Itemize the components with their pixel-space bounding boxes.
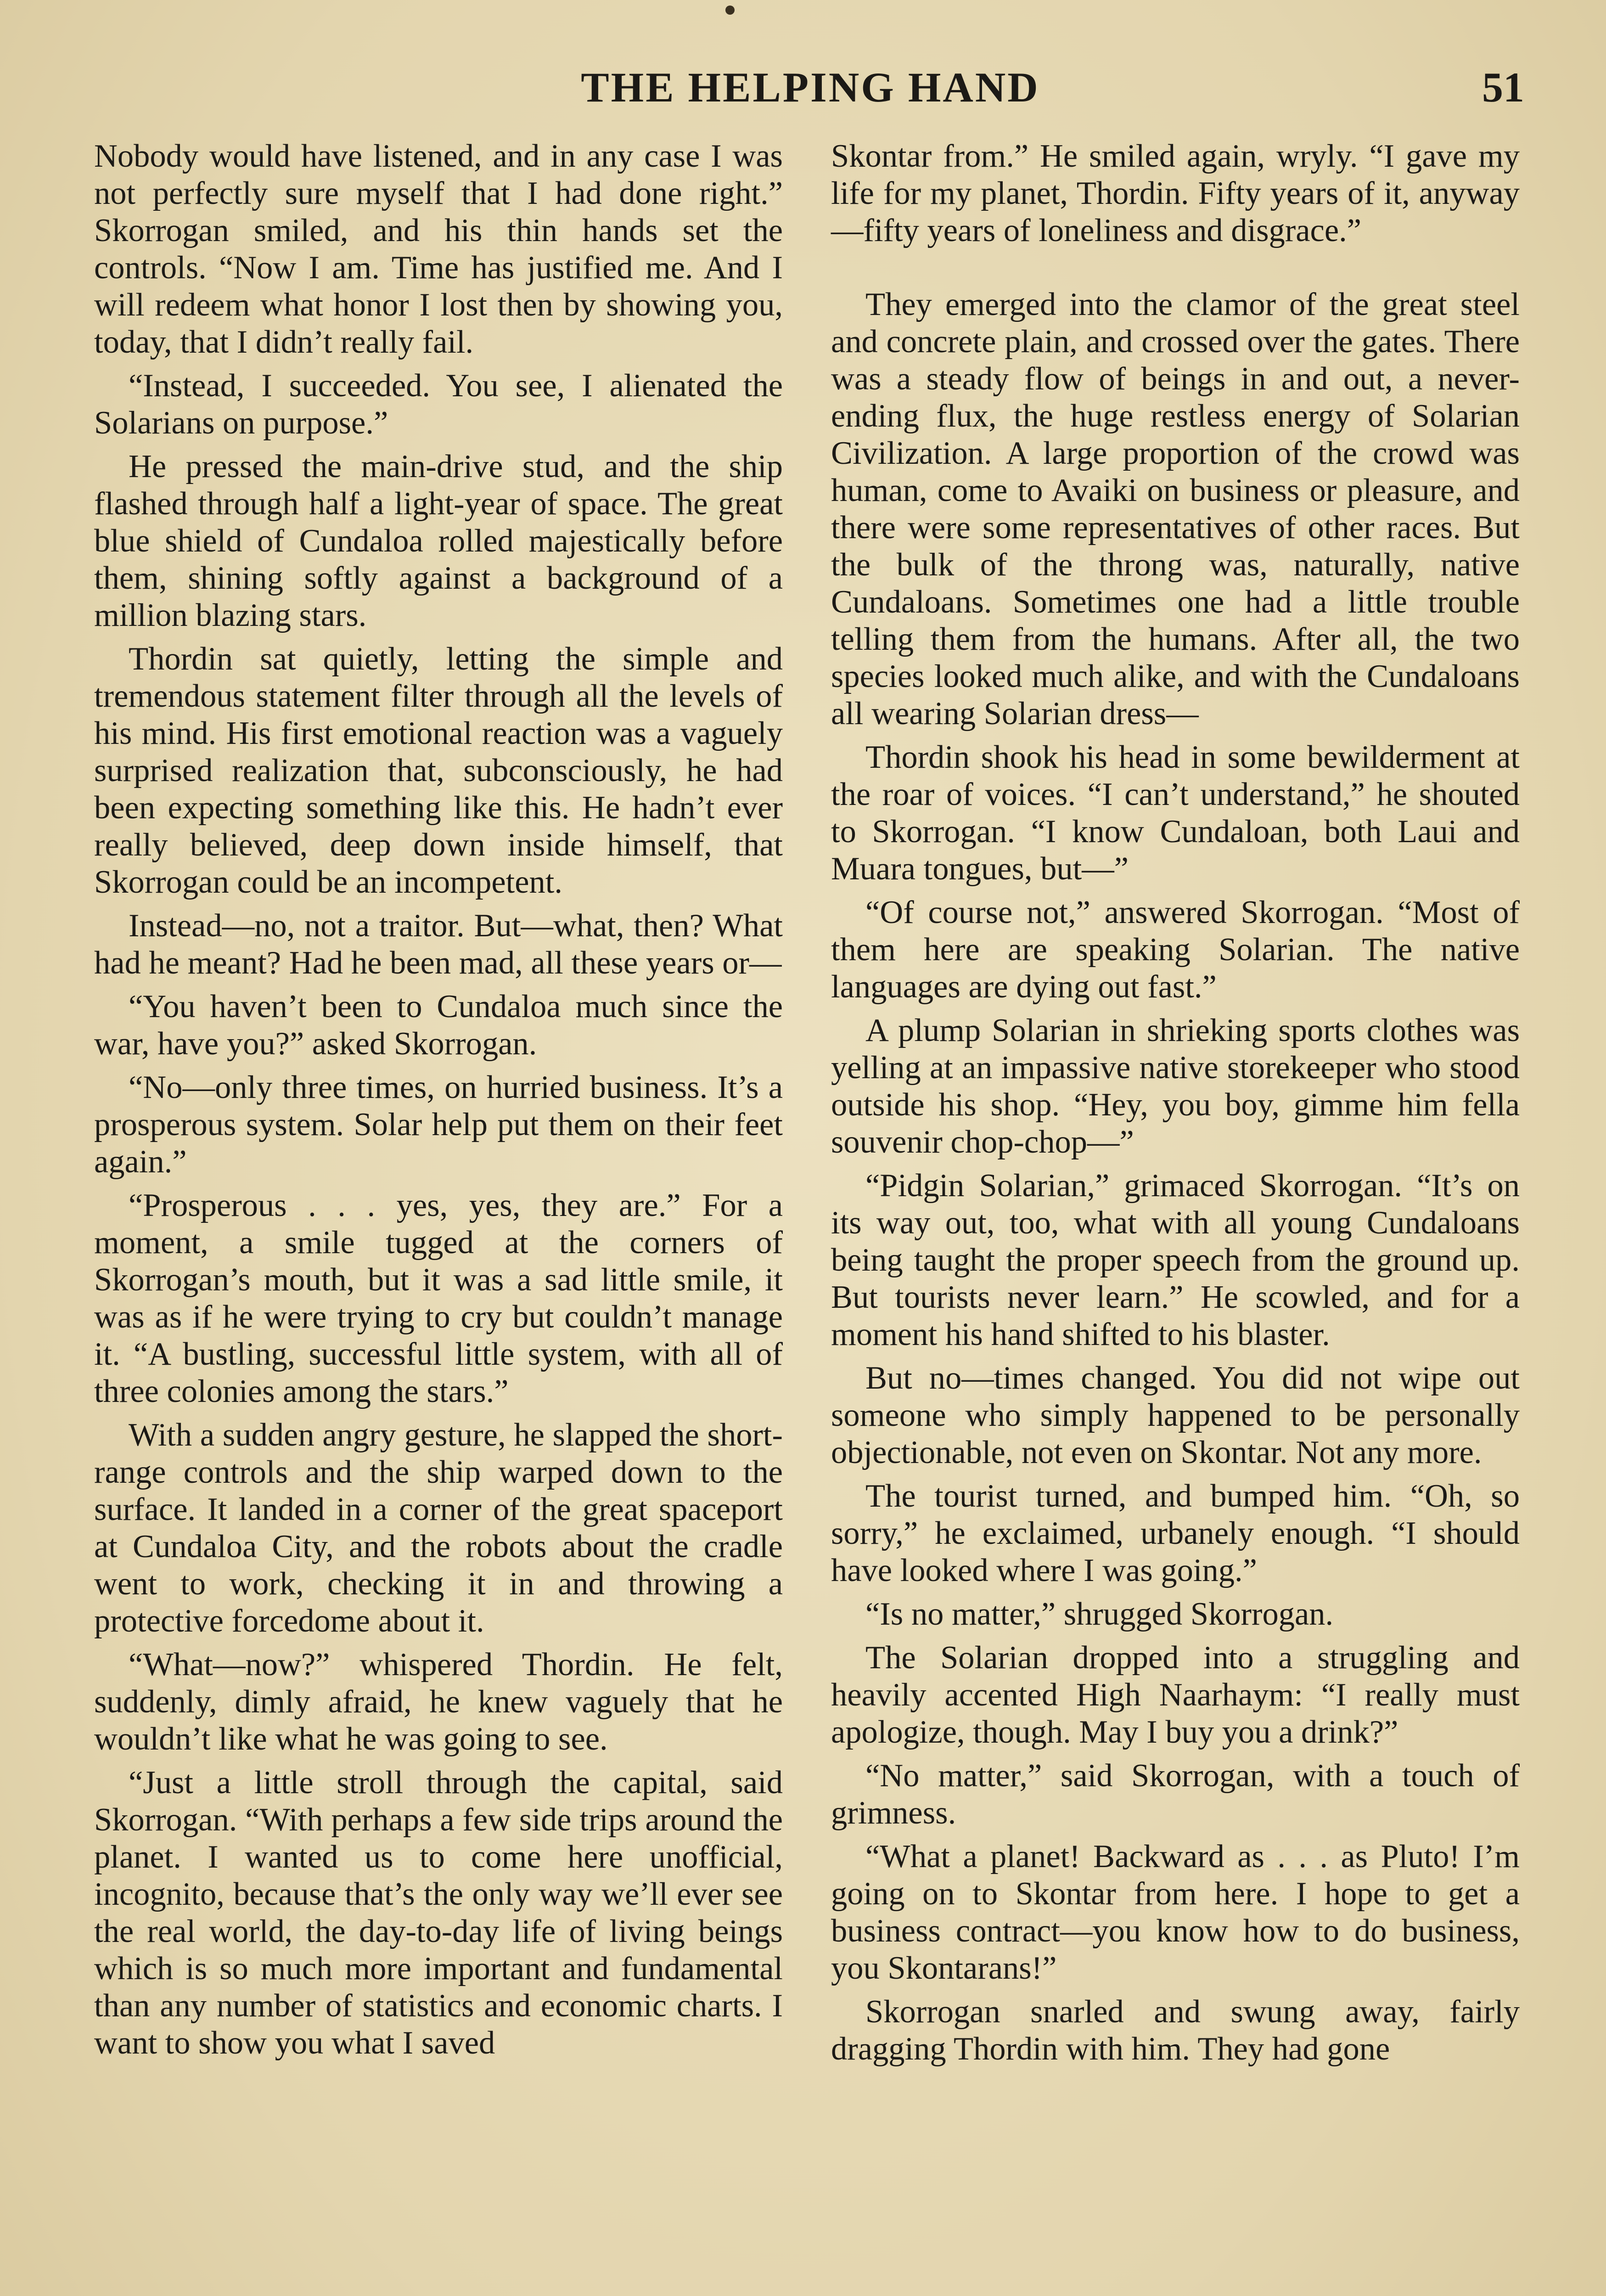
paragraph: “No matter,” said Skorrogan, with a touch of grimness.	[831, 1758, 1520, 1831]
page-header	[96, 60, 1524, 115]
paragraph: Nobody would have listened, and in any case I was not perfectly sure myself that I had done right.” Skorrogan smiled, and his thin hands set the controls. “Now I am. Time has justified me. And I will redeem what honor I lost then by showing you, today, that I didn’t really fail.	[94, 138, 783, 360]
paragraph: They emerged into the clamor of the great steel and concrete plain, and crossed over the gates. There was a steady flow of beings in and out, a never-ending flux, the huge restless energy of Solarian Civilization. A large proportion of the crowd was human, come to Avaiki on business or pleasure, and there were some representatives of other races. But the bulk of the throng was, naturally, native Cundaloans. Sometimes one had a little trouble telling them from the humans. After all, the two species looked much alike, and with the Cundaloans all wearing Solarian dress—	[831, 287, 1520, 732]
paragraph: Thordin sat quietly, letting the simple and tremendous statement filter through all the levels of his mind. His first emotional reaction was a vaguely surprised realization that, subconsciously, he had been expecting something like this. He hadn’t ever really believed, deep down inside himself, that Skorrogan could be an incompetent.	[94, 641, 783, 900]
paragraph: A plump Solarian in shrieking sports clothes was yelling at an impassive native storekeeper who stood outside his shop. “Hey, you boy, gimme him fella souvenir chop-chop—”	[831, 1013, 1520, 1160]
running-title: THE HELPING HAND	[581, 64, 1040, 111]
ink-speck	[725, 6, 735, 15]
paragraph: The tourist turned, and bumped him. “Oh, so sorry,” he exclaimed, urbanely enough. “I should have looked where I was going.”	[831, 1478, 1520, 1588]
paragraph: With a sudden angry gesture, he slapped the short-range controls and the ship warped down to the surface. It landed in a corner of the great spaceport at Cundaloa City, and the robots about the cradle went to work, checking it in and throwing a protective forcedome about it.	[94, 1417, 783, 1639]
right-column	[831, 138, 1520, 2068]
paragraph: Thordin shook his head in some bewilderment at the roar of voices. “I can’t understand,” he shouted to Skorrogan. “I know Cundaloan, both Laui and Muara tongues, but—”	[831, 739, 1520, 887]
paragraph: “Pidgin Solarian,” grimaced Skorrogan. “It’s on its way out, too, what with all young Cundaloans being taught the proper speech from the ground up. But tourists never learn.” He scowled, and for a moment his hand shifted to his blaster.	[831, 1168, 1520, 1352]
paragraph: “Just a little stroll through the capital, said Skorrogan. “With perhaps a few side trips around the planet. I wanted us to come here unofficial, incognito, because that’s the only way we’ll ever see the real world, the day-to-day life of living beings which is so much more important and fundamental than any number of statistics and economic charts. I want to show you what I saved	[94, 1765, 783, 2061]
paragraph: Skontar from.” He smiled again, wryly. “I gave my life for my planet, Thordin. Fifty years of it, anyway—fifty years of loneliness and disgrace.”	[831, 138, 1520, 248]
paragraph: “Prosperous . . . yes, yes, they are.” For a moment, a smile tugged at the corners of Skorrogan’s mouth, but it was a sad little smile, it was as if he were trying to cry but couldn’t manage it. “A bustling, successful little system, with all of three colonies among the stars.”	[94, 1187, 783, 1409]
paragraph: Skorrogan snarled and swung away, fairly dragging Thordin with him. They had gone	[831, 1994, 1520, 2067]
page-number: 51	[1482, 64, 1524, 111]
paragraph: The Solarian dropped into a struggling and heavily accented High Naarhaym: “I really must apologize, though. May I buy you a drink?”	[831, 1640, 1520, 1750]
paragraph: Instead—no, not a traitor. But—what, then? What had he meant? Had he been mad, all these years or—	[94, 908, 783, 981]
paragraph: “What—now?” whispered Thordin. He felt, suddenly, dimly afraid, he knew vaguely that he wouldn’t like what he was going to see.	[94, 1647, 783, 1757]
paragraph: But no—times changed. You did not wipe out someone who simply happened to be personally objectionable, not even on Skontar. Not any more.	[831, 1360, 1520, 1470]
paragraph: “Instead, I succeeded. You see, I alienated the Solarians on purpose.”	[94, 368, 783, 441]
paragraph: “Of course not,” answered Skorrogan. “Most of them here are speaking Solarian. The native languages are dying out fast.”	[831, 895, 1520, 1005]
left-column	[94, 138, 783, 2062]
paragraph: “No—only three times, on hurried business. It’s a prosperous system. Solar help put them on their feet again.”	[94, 1069, 783, 1180]
paragraph: He pressed the main-drive stud, and the ship flashed through half a light-year of space. The great blue shield of Cundaloa rolled majestically before them, shining softly against a background of a million blazing stars.	[94, 449, 783, 633]
paragraph: “You haven’t been to Cundaloa much since the war, have you?” asked Skorrogan.	[94, 989, 783, 1062]
paragraph: “Is no matter,” shrugged Skorrogan.	[865, 1596, 1334, 1632]
paragraph: “What a planet! Backward as . . . as Pluto! I’m going on to Skontar from here. I hope to get a business contract—you know how to do business, you Skontarans!”	[831, 1839, 1520, 1986]
